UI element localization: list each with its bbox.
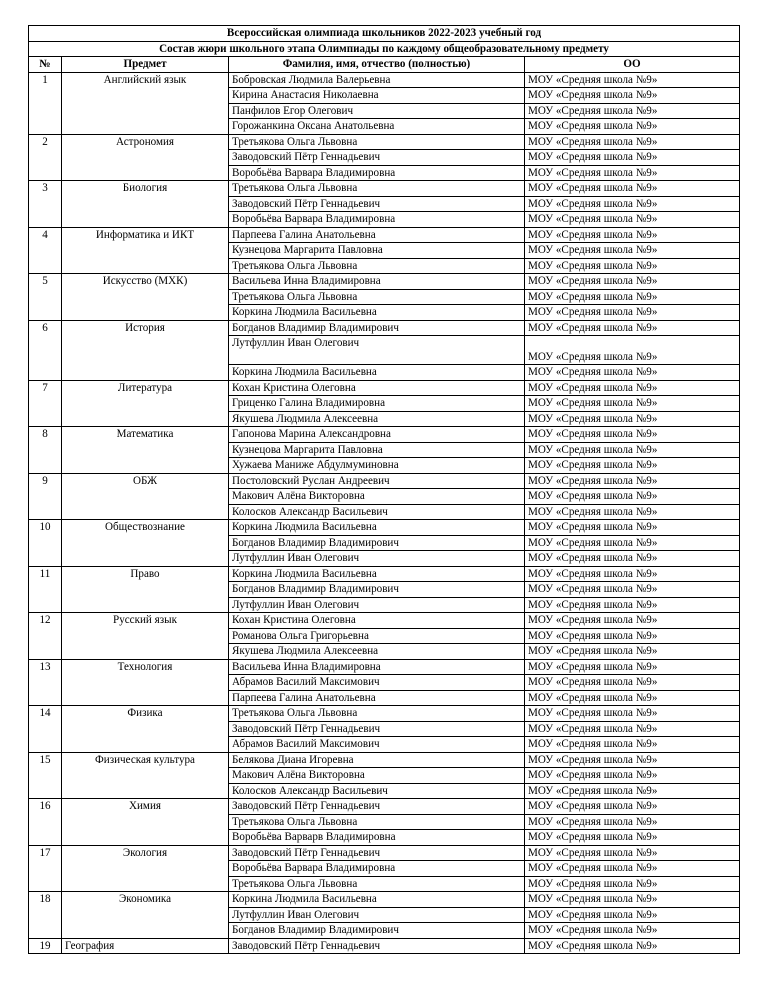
jury-member-name: Кохан Кристина Олеговна <box>229 380 525 396</box>
jury-member-name: Богданов Владимир Владимирович <box>229 320 525 336</box>
jury-member-name: Макович Алёна Викторовна <box>229 489 525 505</box>
jury-member-name: Третьякова Ольга Львовна <box>229 876 525 892</box>
organization-cell: МОУ «Средняя школа №9» <box>525 103 740 119</box>
jury-member-name: Лутфуллин Иван Олегович <box>229 597 525 613</box>
jury-member-name: Заводовский Пётр Геннадьевич <box>229 150 525 166</box>
title-row <box>29 26 740 42</box>
row-number: 16 <box>29 799 62 846</box>
jury-member-name: Абрамов Василий Максимович <box>229 737 525 753</box>
row-number: 17 <box>29 845 62 892</box>
jury-member-name: Третьякова Ольга Львовна <box>229 289 525 305</box>
organization-cell: МОУ «Средняя школа №9» <box>525 458 740 474</box>
jury-member-name: Коркина Людмила Васильевна <box>229 566 525 582</box>
organization-cell: МОУ «Средняя школа №9» <box>525 907 740 923</box>
organization-cell: МОУ «Средняя школа №9» <box>525 365 740 381</box>
organization-cell: МОУ «Средняя школа №9» <box>525 181 740 197</box>
organization-cell: МОУ «Средняя школа №9» <box>525 876 740 892</box>
table-row <box>29 72 740 88</box>
organization-cell: МОУ «Средняя школа №9» <box>525 659 740 675</box>
jury-member-name: Абрамов Василий Максимович <box>229 675 525 691</box>
jury-member-name: Якушева Людмила Алексеевна <box>229 644 525 660</box>
subject-cell: Химия <box>62 799 229 846</box>
organization-cell: МОУ «Средняя школа №9» <box>525 212 740 228</box>
subject-cell: Информатика и ИКТ <box>62 227 229 274</box>
row-number: 12 <box>29 613 62 660</box>
subject-cell: Экономика <box>62 892 229 939</box>
organization-cell: МОУ «Средняя школа №9» <box>525 243 740 259</box>
row-number: 15 <box>29 752 62 799</box>
jury-member-name: Коркина Людмила Васильевна <box>229 520 525 536</box>
table-row <box>29 520 740 536</box>
organization-cell: МОУ «Средняя школа №9» <box>525 830 740 846</box>
table-row <box>29 566 740 582</box>
organization-cell: МОУ «Средняя школа №9» <box>525 861 740 877</box>
row-number: 19 <box>29 938 62 954</box>
jury-member-name: Гапонова Марина Александровна <box>229 427 525 443</box>
organization-cell: МОУ «Средняя школа №9» <box>525 489 740 505</box>
jury-member-name: Романова Ольга Григорьевна <box>229 628 525 644</box>
jury-body <box>29 72 740 954</box>
organization-cell: МОУ «Средняя школа №9» <box>525 411 740 427</box>
jury-member-name: Богданов Владимир Владимирович <box>229 923 525 939</box>
organization-cell: МОУ «Средняя школа №9» <box>525 119 740 135</box>
organization-cell: МОУ «Средняя школа №9» <box>525 752 740 768</box>
header-person: Фамилия, имя, отчество (полностью) <box>229 57 525 73</box>
organization-cell: МОУ «Средняя школа №9» <box>525 380 740 396</box>
jury-member-name: Кирина Анастасия Николаевна <box>229 88 525 104</box>
table-row <box>29 380 740 396</box>
subject-cell: Английский язык <box>62 72 229 134</box>
table-row <box>29 181 740 197</box>
jury-member-name: Панфилов Егор Олегович <box>229 103 525 119</box>
jury-member-name: Бобровская Людмила Валерьевна <box>229 72 525 88</box>
table-row <box>29 938 740 954</box>
jury-member-name: Белякова Диана Игоревна <box>229 752 525 768</box>
organization-cell: МОУ «Средняя школа №9» <box>525 396 740 412</box>
subject-cell: География <box>62 938 229 954</box>
subject-cell: Искусство (МХК) <box>62 274 229 321</box>
jury-member-name: Заводовский Пётр Геннадьевич <box>229 721 525 737</box>
row-number: 14 <box>29 706 62 753</box>
subject-cell: Математика <box>62 427 229 474</box>
row-number: 9 <box>29 473 62 520</box>
row-number: 4 <box>29 227 62 274</box>
row-number: 3 <box>29 181 62 228</box>
jury-member-name: Горожанкина Оксана Анатольевна <box>229 119 525 135</box>
organization-cell: МОУ «Средняя школа №9» <box>525 72 740 88</box>
subject-cell: Физика <box>62 706 229 753</box>
organization-cell: МОУ «Средняя школа №9» <box>525 165 740 181</box>
subtitle-row <box>29 41 740 57</box>
organization-cell: МОУ «Средняя школа №9» <box>525 535 740 551</box>
organization-cell: МОУ «Средняя школа №9» <box>525 768 740 784</box>
subject-cell: Астрономия <box>62 134 229 181</box>
jury-member-name: Третьякова Ольга Львовна <box>229 181 525 197</box>
document-title: Всероссийская олимпиада школьников 2022-2023 учебный год <box>29 26 740 42</box>
organization-cell: МОУ «Средняя школа №9» <box>525 442 740 458</box>
subject-cell: Русский язык <box>62 613 229 660</box>
table-row <box>29 659 740 675</box>
jury-member-name: Хужаева Маниже Абдулмуминовна <box>229 458 525 474</box>
row-number: 10 <box>29 520 62 567</box>
organization-cell: МОУ «Средняя школа №9» <box>525 289 740 305</box>
row-number: 8 <box>29 427 62 474</box>
document-subtitle: Состав жюри школьного этапа Олимпиады по каждому общеобразовательному предмету <box>29 41 740 57</box>
jury-member-name: Коркина Людмила Васильевна <box>229 305 525 321</box>
table-row <box>29 427 740 443</box>
organization-cell: МОУ «Средняя школа №9» <box>525 597 740 613</box>
jury-member-name: Заводовский Пётр Геннадьевич <box>229 938 525 954</box>
jury-member-name: Заводовский Пётр Геннадьевич <box>229 196 525 212</box>
organization-cell: МОУ «Средняя школа №9» <box>525 520 740 536</box>
jury-member-name: Третьякова Ольга Львовна <box>229 706 525 722</box>
organization-cell: МОУ «Средняя школа №9» <box>525 923 740 939</box>
jury-member-name: Богданов Владимир Владимирович <box>229 582 525 598</box>
organization-cell: МОУ «Средняя школа №9» <box>525 644 740 660</box>
organization-cell: МОУ «Средняя школа №9» <box>525 938 740 954</box>
table-row <box>29 613 740 629</box>
jury-member-name: Третьякова Ольга Львовна <box>229 814 525 830</box>
jury-member-name: Колосков Александр Васильевич <box>229 504 525 520</box>
jury-member-name: Лутфуллин Иван Олегович <box>229 551 525 567</box>
organization-cell: МОУ «Средняя школа №9» <box>525 504 740 520</box>
table-row <box>29 227 740 243</box>
subject-cell: Технология <box>62 659 229 706</box>
organization-cell: МОУ «Средняя школа №9» <box>525 227 740 243</box>
table-row <box>29 473 740 489</box>
table-row <box>29 752 740 768</box>
table-row <box>29 274 740 290</box>
row-number: 5 <box>29 274 62 321</box>
jury-member-name: Заводовский Пётр Геннадьевич <box>229 845 525 861</box>
subject-cell: Физическая культура <box>62 752 229 799</box>
table-row <box>29 799 740 815</box>
header-subject: Предмет <box>62 57 229 73</box>
jury-member-name: Гриценко Галина Владимировна <box>229 396 525 412</box>
jury-member-name: Постоловский Руслан Андреевич <box>229 473 525 489</box>
jury-member-name: Третьякова Ольга Львовна <box>229 258 525 274</box>
header-num: № <box>29 57 62 73</box>
jury-member-name: Заводовский Пётр Геннадьевич <box>229 799 525 815</box>
organization-cell: МОУ «Средняя школа №9» <box>525 814 740 830</box>
organization-cell: МОУ «Средняя школа №9» <box>525 721 740 737</box>
organization-cell: МОУ «Средняя школа №9» <box>525 566 740 582</box>
subject-cell: Обществознание <box>62 520 229 567</box>
organization-cell: МОУ «Средняя школа №9» <box>525 274 740 290</box>
row-number: 7 <box>29 380 62 427</box>
jury-member-name: Якушева Людмила Алексеевна <box>229 411 525 427</box>
jury-member-name: Макович Алёна Викторовна <box>229 768 525 784</box>
jury-table <box>28 25 740 954</box>
row-number: 6 <box>29 320 62 380</box>
header-org: ОО <box>525 57 740 73</box>
subject-cell: ОБЖ <box>62 473 229 520</box>
organization-cell: МОУ «Средняя школа №9» <box>525 706 740 722</box>
header-row <box>29 57 740 73</box>
organization-cell: МОУ «Средняя школа №9» <box>525 320 740 336</box>
organization-cell: МОУ «Средняя школа №9» <box>525 196 740 212</box>
organization-cell: МОУ «Средняя школа №9» <box>525 551 740 567</box>
organization-cell: МОУ «Средняя школа №9» <box>525 613 740 629</box>
organization-cell: МОУ «Средняя школа №9» <box>525 473 740 489</box>
row-number: 11 <box>29 566 62 613</box>
jury-member-name: Кузнецова Маргарита Павловна <box>229 442 525 458</box>
jury-member-name: Васильева Инна Владимировна <box>229 659 525 675</box>
jury-member-name: Лутфуллин Иван Олегович <box>229 907 525 923</box>
jury-member-name: Коркина Людмила Васильевна <box>229 365 525 381</box>
jury-member-name: Парпеева Галина Анатольевна <box>229 690 525 706</box>
organization-cell: МОУ «Средняя школа №9» <box>525 150 740 166</box>
subject-cell: Экология <box>62 845 229 892</box>
organization-cell: МОУ «Средняя школа №9» <box>525 305 740 321</box>
jury-member-name: Воробьёва Варвара Владимировна <box>229 212 525 228</box>
jury-member-name: Третьякова Ольга Львовна <box>229 134 525 150</box>
jury-member-name: Кохан Кристина Олеговна <box>229 613 525 629</box>
jury-member-name: Воробьёва Варвара Владимировна <box>229 165 525 181</box>
jury-member-name: Лутфуллин Иван Олегович <box>229 336 525 365</box>
organization-cell: МОУ «Средняя школа №9» <box>525 892 740 908</box>
organization-cell: МОУ «Средняя школа №9» <box>525 582 740 598</box>
table-row <box>29 134 740 150</box>
organization-cell: МОУ «Средняя школа №9» <box>525 134 740 150</box>
jury-member-name: Коркина Людмила Васильевна <box>229 892 525 908</box>
row-number: 13 <box>29 659 62 706</box>
jury-member-name: Колосков Александр Васильевич <box>229 783 525 799</box>
subject-cell: Биология <box>62 181 229 228</box>
organization-cell: МОУ «Средняя школа №9» <box>525 336 740 365</box>
row-number: 1 <box>29 72 62 134</box>
row-number: 18 <box>29 892 62 939</box>
row-number: 2 <box>29 134 62 181</box>
organization-cell: МОУ «Средняя школа №9» <box>525 628 740 644</box>
jury-member-name: Парпеева Галина Анатольевна <box>229 227 525 243</box>
subject-cell: Право <box>62 566 229 613</box>
organization-cell: МОУ «Средняя школа №9» <box>525 799 740 815</box>
organization-cell: МОУ «Средняя школа №9» <box>525 737 740 753</box>
jury-member-name: Васильева Инна Владимировна <box>229 274 525 290</box>
table-row <box>29 706 740 722</box>
organization-cell: МОУ «Средняя школа №9» <box>525 690 740 706</box>
organization-cell: МОУ «Средняя школа №9» <box>525 88 740 104</box>
organization-cell: МОУ «Средняя школа №9» <box>525 783 740 799</box>
organization-cell: МОУ «Средняя школа №9» <box>525 845 740 861</box>
organization-cell: МОУ «Средняя школа №9» <box>525 675 740 691</box>
jury-member-name: Воробьёва Варварв Владимировна <box>229 830 525 846</box>
table-row <box>29 892 740 908</box>
organization-cell: МОУ «Средняя школа №9» <box>525 258 740 274</box>
subject-cell: История <box>62 320 229 380</box>
table-row <box>29 320 740 336</box>
organization-cell: МОУ «Средняя школа №9» <box>525 427 740 443</box>
table-row <box>29 845 740 861</box>
jury-member-name: Богданов Владимир Владимирович <box>229 535 525 551</box>
subject-cell: Литература <box>62 380 229 427</box>
jury-member-name: Кузнецова Маргарита Павловна <box>229 243 525 259</box>
jury-member-name: Воробьёва Варвара Владимировна <box>229 861 525 877</box>
